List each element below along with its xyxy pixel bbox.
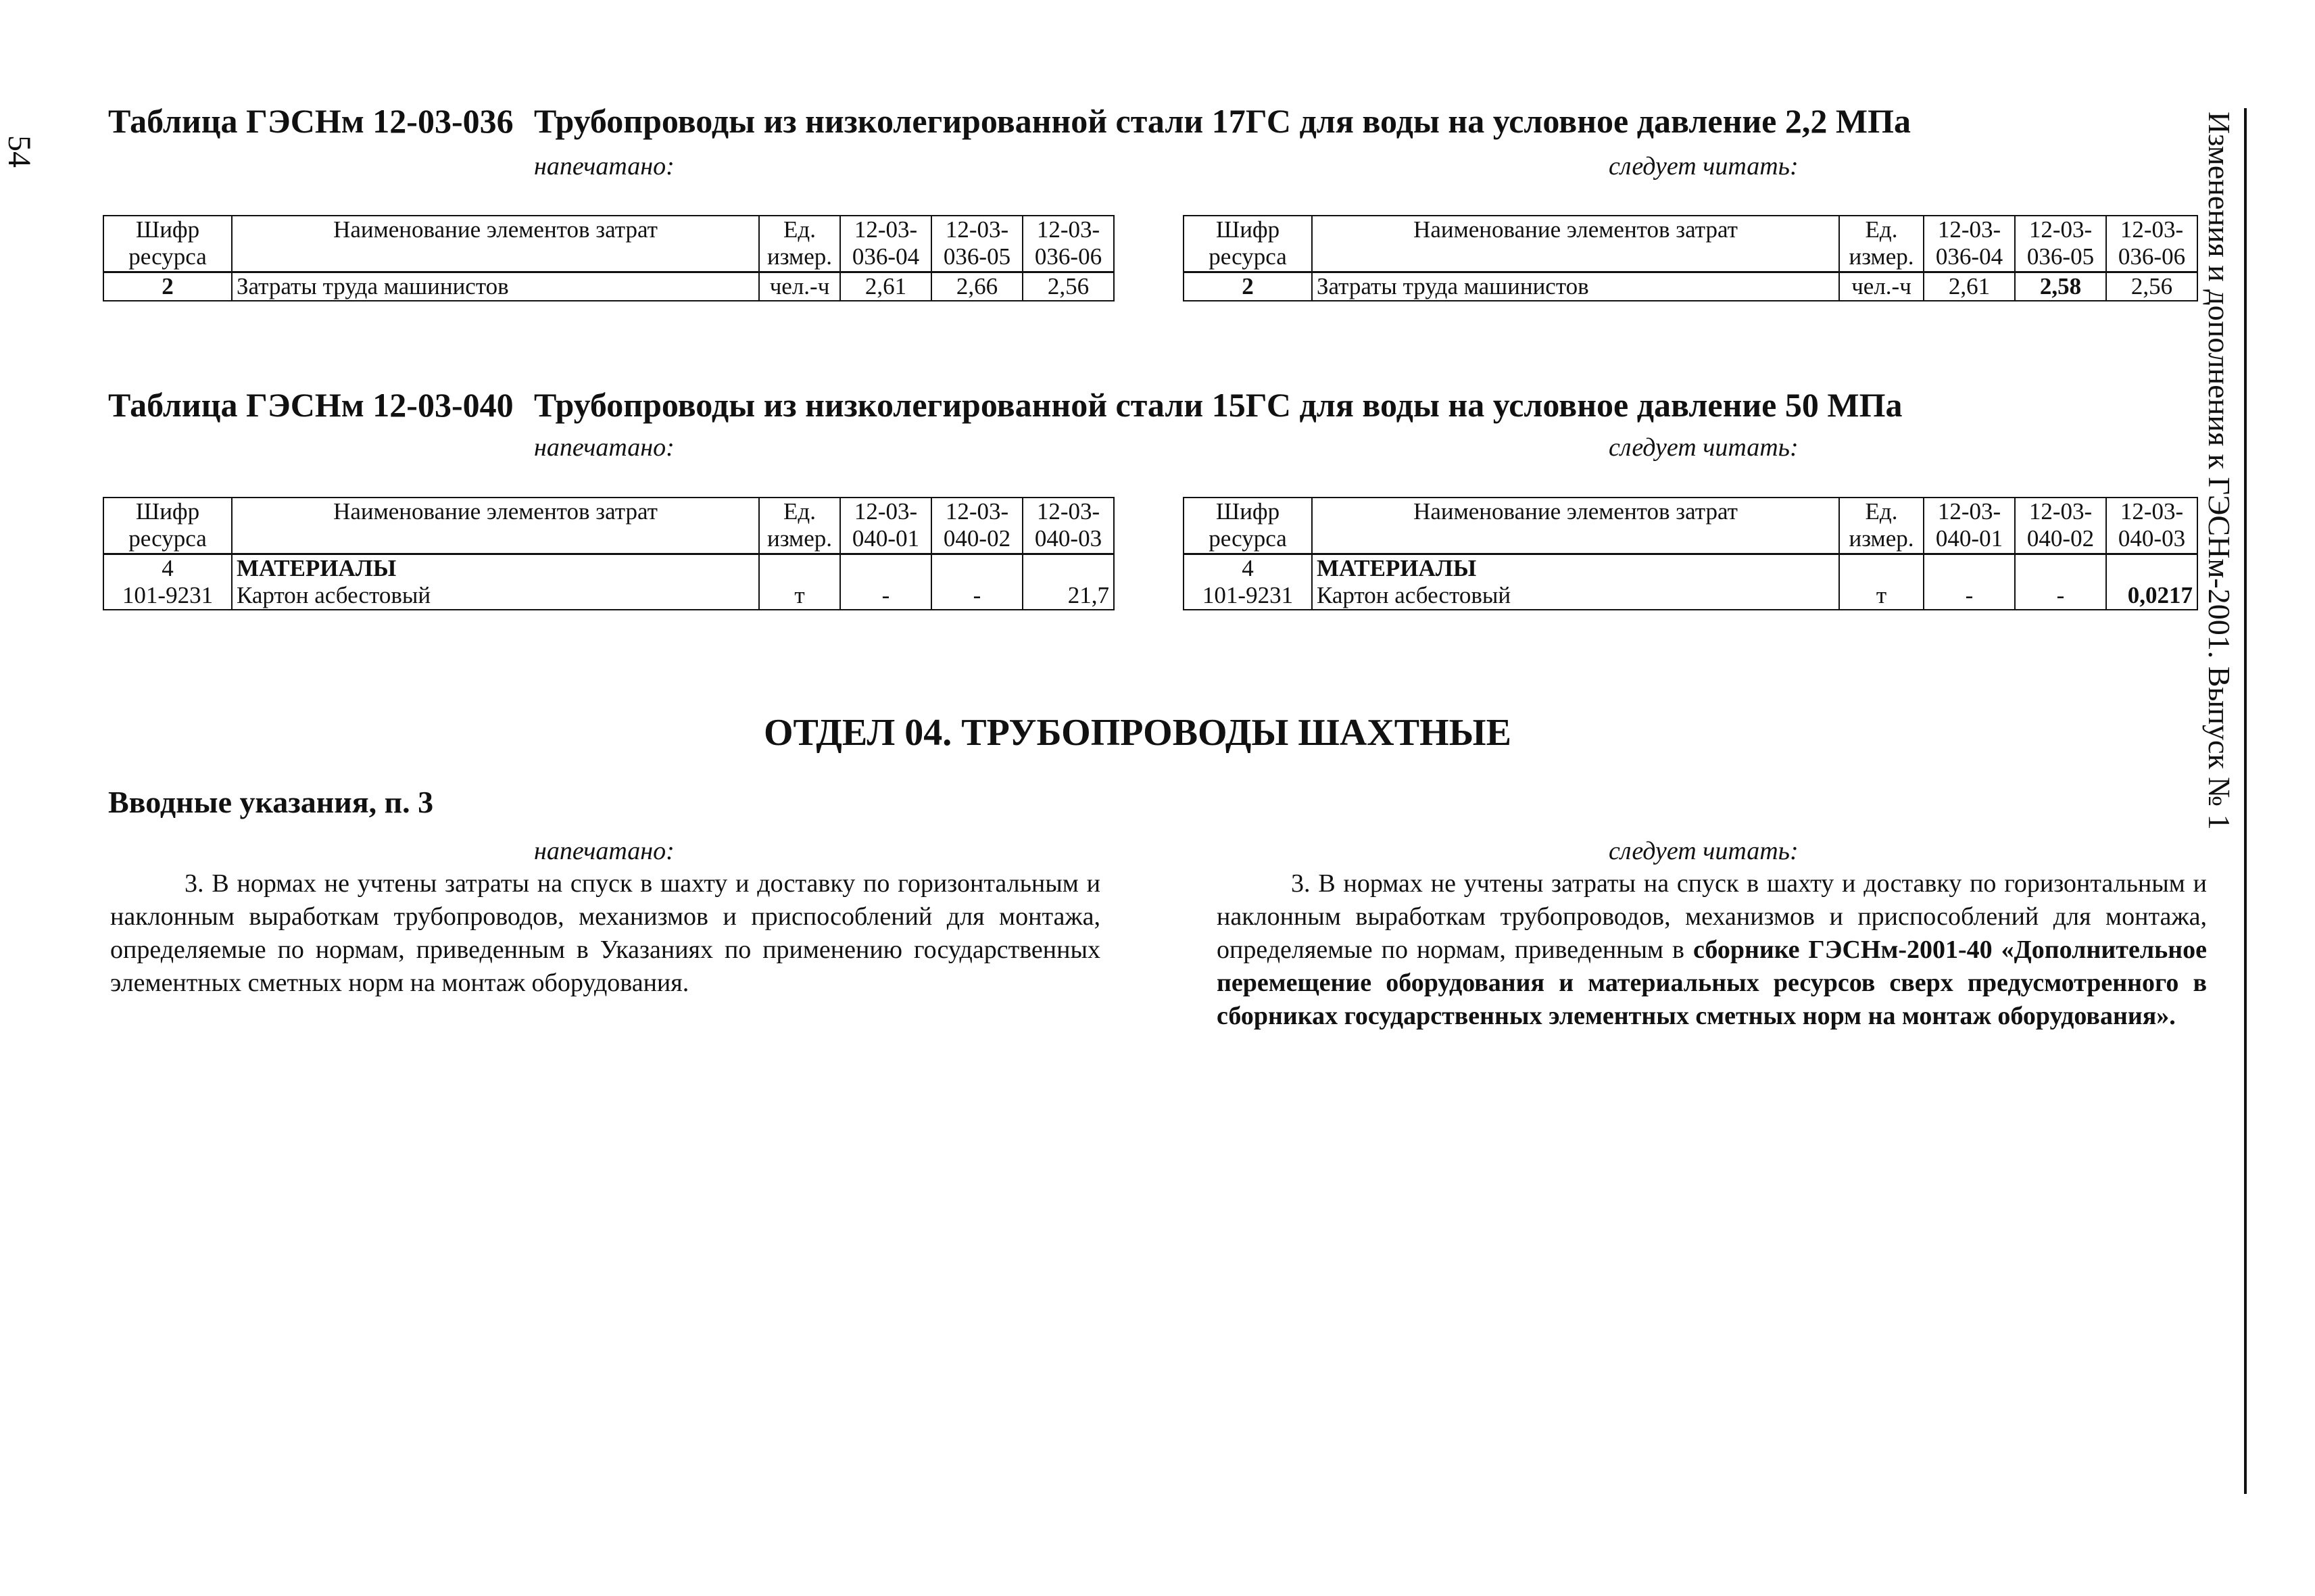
header-col-1: 12-03- 036-04 [840, 216, 931, 272]
header-col-2: 12-03- 036-05 [931, 216, 1023, 272]
cell-unit: чел.-ч [759, 272, 840, 301]
cell-value: 2,61 [1924, 272, 2015, 301]
cell-unit: чел.-ч [1839, 272, 1924, 301]
header-cipher: Шифр ресурса [1184, 498, 1312, 554]
header-unit: Ед. измер. [759, 216, 840, 272]
table1-caption-read: следует читать: [1609, 152, 1799, 180]
header-unit: Ед. измер. [1839, 498, 1924, 554]
cell-value-corrected: 0,0217 [2106, 582, 2197, 610]
header-col-3: 12-03- 040-03 [2106, 498, 2197, 554]
table2-caption-printed: напечатано: [534, 433, 675, 462]
table-row [103, 272, 1114, 301]
header-unit: Ед. измер. [759, 498, 840, 554]
table-row [1184, 272, 2197, 301]
header-col-1: 12-03- 036-04 [1924, 216, 2015, 272]
cell-name: Картон асбестовый [1312, 582, 1839, 610]
header-col-3: 12-03- 036-06 [2106, 216, 2197, 272]
subsection-title: Вводные указания, п. 3 [108, 785, 434, 819]
page-number: 54 [1, 135, 37, 168]
section-caption-read: следует читать: [1609, 837, 1799, 865]
cell-name: Затраты труда машинистов [1312, 272, 1839, 301]
cell-group-name: МАТЕРИАЛЫ [232, 554, 759, 582]
table2-heading [108, 385, 1902, 425]
header-name: Наименование элементов затрат [232, 216, 759, 272]
cell-cipher: 101-9231 [103, 582, 232, 610]
header-unit: Ед. измер. [1839, 216, 1924, 272]
table1-read [1183, 215, 2198, 301]
header-cipher: Шифр ресурса [103, 498, 232, 554]
cell-unit: т [1839, 582, 1924, 610]
cell-value: 2,56 [2106, 272, 2197, 301]
table2-caption-read: следует читать: [1609, 433, 1799, 462]
cell-name: Картон асбестовый [232, 582, 759, 610]
margin-rule [2244, 108, 2247, 1494]
header-col-2: 12-03- 036-05 [2015, 216, 2106, 272]
cell-value: 2,66 [931, 272, 1023, 301]
table2-title: Трубопроводы из низколегированной стали 15ГС для воды на условное давление 50 МПа [534, 386, 1903, 424]
table-row [103, 582, 1114, 610]
header-col-3: 12-03- 040-03 [1023, 498, 1114, 554]
cell-value: 2,61 [840, 272, 931, 301]
cell-cipher: 4 [1184, 554, 1312, 582]
table2-code: Таблица ГЭСНм 12-03-040 [108, 386, 514, 424]
read-paragraph [1217, 867, 2207, 1033]
table-row [1184, 582, 2197, 610]
header-cipher: Шифр ресурса [1184, 216, 1312, 272]
cell-value: - [840, 582, 931, 610]
cell-cipher: 2 [103, 272, 232, 301]
header-col-2: 12-03- 040-02 [931, 498, 1023, 554]
header-name: Наименование элементов затрат [1312, 216, 1839, 272]
table-header-row [1184, 498, 2197, 554]
header-name: Наименование элементов затрат [232, 498, 759, 554]
cell-value: 2,56 [1023, 272, 1114, 301]
table1-code: Таблица ГЭСНм 12-03-036 [108, 102, 514, 140]
cell-value: - [931, 582, 1023, 610]
header-col-1: 12-03- 040-01 [1924, 498, 2015, 554]
header-col-2: 12-03- 040-02 [2015, 498, 2106, 554]
table-header-row [103, 498, 1114, 554]
header-name: Наименование элементов затрат [1312, 498, 1839, 554]
table-group-row [1184, 554, 2197, 582]
cell-group-name: МАТЕРИАЛЫ [1312, 554, 1839, 582]
cell-cipher: 4 [103, 554, 232, 582]
table-group-row [103, 554, 1114, 582]
table-header-row [1184, 216, 2197, 272]
section-caption-printed: напечатано: [534, 837, 675, 865]
header-col-1: 12-03- 040-01 [840, 498, 931, 554]
cell-value: 21,7 [1023, 582, 1114, 610]
table2-read [1183, 497, 2198, 610]
running-title: Изменения и дополнения к ГЭСНм-2001. Выпуск № 1 [2202, 112, 2237, 830]
table-header-row [103, 216, 1114, 272]
cell-value: - [1924, 582, 2015, 610]
table1-caption-printed: напечатано: [534, 152, 675, 180]
cell-name: Затраты труда машинистов [232, 272, 759, 301]
table2-printed [103, 497, 1115, 610]
cell-cipher: 101-9231 [1184, 582, 1312, 610]
read-paragraph-bold: сборнике ГЭСНм-2001-40 «Дополнительное перемещение оборудования и материальных ресурсов сверх предусмотренного в сборниках государственных элементных сметных норм на монтаж оборудования». [1217, 936, 2207, 1030]
read-paragraph-text: 3. В нормах не учтены затраты на спуск в шахту и доставку по горизонтальным и наклонным выработкам трубопроводов, механизмов и приспособлений для монтажа, определяемые по нормам, приведенным в [1217, 869, 2207, 964]
cell-value-corrected: 2,58 [2015, 272, 2106, 301]
cell-unit: т [759, 582, 840, 610]
table1-printed [103, 215, 1115, 301]
header-col-3: 12-03- 036-06 [1023, 216, 1114, 272]
header-cipher: Шифр ресурса [103, 216, 232, 272]
table1-title: Трубопроводы из низколегированной стали 17ГС для воды на условное давление 2,2 МПа [534, 102, 1911, 140]
cell-cipher: 2 [1184, 272, 1312, 301]
section-title: ОТДЕЛ 04. ТРУБОПРОВОДЫ ШАХТНЫЕ [764, 712, 1511, 754]
table1-heading [108, 101, 1911, 141]
printed-paragraph: 3. В нормах не учтены затраты на спуск в шахту и доставку по горизонтальным и наклонным выработкам трубопроводов, механизмов и приспособлений для монтажа, определяемые по нормам, приведенным в Указаниях по применению государственных элементных сметных норм на монтаж оборудования. [110, 869, 1100, 997]
cell-value: - [2015, 582, 2106, 610]
